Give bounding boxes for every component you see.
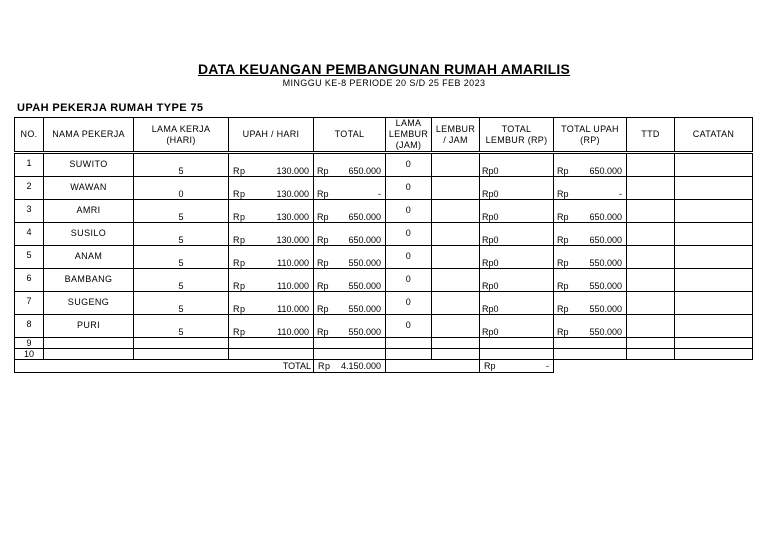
cell-upah xyxy=(229,223,314,246)
cell-total-upah xyxy=(554,200,627,223)
grand-wage-amount: 550.000 xyxy=(589,304,622,314)
cell-empty xyxy=(480,349,554,360)
cell-total xyxy=(314,269,386,292)
currency-label: Rp xyxy=(233,258,246,268)
wage-table xyxy=(14,117,753,373)
cell-empty xyxy=(134,349,229,360)
cell-catatan xyxy=(675,177,753,200)
total-wage xyxy=(314,177,385,199)
cell-total xyxy=(314,315,386,338)
header-lama-lembur-line3: (JAM) xyxy=(395,140,422,150)
daily-wage xyxy=(229,269,313,291)
cell-ttd xyxy=(627,292,675,315)
cell-blank xyxy=(627,360,675,373)
cell-empty xyxy=(229,338,314,349)
work-days: 5 xyxy=(178,258,184,268)
cell-empty xyxy=(432,349,480,360)
currency-label: Rp xyxy=(557,304,569,314)
grand-wage-amount: 550.000 xyxy=(589,327,622,337)
cell-total xyxy=(314,200,386,223)
header-lembur-jam-line1: LEMBUR xyxy=(435,123,476,134)
header-total-lembur-line2: LEMBUR (RP) xyxy=(485,134,548,145)
grand-wage xyxy=(554,223,626,245)
work-days: 5 xyxy=(178,281,184,291)
daily-wage-amount: 110.000 xyxy=(277,281,309,291)
grand-wage-amount: 550.000 xyxy=(589,258,622,268)
currency-label: Rp xyxy=(317,327,329,337)
cell-nama xyxy=(44,200,134,223)
cell-total-lembur xyxy=(480,246,554,269)
cell-total-lembur-sum xyxy=(480,360,554,373)
daily-wage-amount: 110.000 xyxy=(277,258,309,268)
header-lama-kerja xyxy=(134,118,229,153)
currency-label: Rp xyxy=(317,258,329,268)
grand-wage xyxy=(554,177,626,199)
total-wage xyxy=(314,315,385,337)
cell-no xyxy=(15,338,44,349)
table-row xyxy=(15,338,753,349)
cell-upah xyxy=(229,200,314,223)
currency-label: Rp xyxy=(233,189,246,199)
header-lama-lembur xyxy=(386,118,432,153)
header-lama-kerja-line2: (HARI) xyxy=(166,134,196,145)
cell-empty xyxy=(44,349,134,360)
overtime-total: Rp0 xyxy=(482,212,499,222)
cell-lembur-jam xyxy=(432,269,480,292)
header-lembur-jam-line2: / JAM xyxy=(443,134,468,145)
cell-grand-total xyxy=(314,360,386,373)
overtime-sum xyxy=(480,360,553,372)
cell-total xyxy=(314,223,386,246)
daily-wage xyxy=(229,246,313,268)
grand-wage xyxy=(554,292,626,314)
overtime-total: Rp0 xyxy=(482,189,499,199)
daily-wage-amount: 110.000 xyxy=(277,327,309,337)
table-header-row xyxy=(15,118,753,153)
daily-wage xyxy=(229,200,313,222)
table-row xyxy=(15,349,753,360)
cell-lama-lembur xyxy=(386,315,432,338)
overtime-total: Rp0 xyxy=(482,304,499,314)
cell-empty xyxy=(229,349,314,360)
work-days: 5 xyxy=(178,327,184,337)
grand-wage-amount: - xyxy=(619,189,622,199)
currency-label: Rp xyxy=(317,235,329,245)
cell-hari xyxy=(134,269,229,292)
cell-upah xyxy=(229,315,314,338)
cell-nama xyxy=(44,315,134,338)
cell-nama xyxy=(44,153,134,177)
worker-name: ANAM xyxy=(74,251,103,261)
currency-label: Rp xyxy=(557,166,569,176)
currency-label: Rp xyxy=(557,235,569,245)
cell-total-lembur xyxy=(480,315,554,338)
currency-label: Rp xyxy=(557,258,569,268)
daily-wage-amount: 110.000 xyxy=(277,304,309,314)
cell-hari xyxy=(134,153,229,177)
work-days: 5 xyxy=(178,235,184,245)
daily-wage xyxy=(229,223,313,245)
overtime-total: Rp0 xyxy=(482,327,499,337)
cell-no xyxy=(15,292,44,315)
worker-name: WAWAN xyxy=(70,182,107,192)
cell-lembur-jam xyxy=(432,177,480,200)
table-row xyxy=(15,177,753,200)
cell-total-lembur xyxy=(480,292,554,315)
cell-upah xyxy=(229,177,314,200)
cell-empty xyxy=(675,338,753,349)
cell-catatan xyxy=(675,269,753,292)
total-wage xyxy=(314,154,385,176)
row-number: 10 xyxy=(23,349,34,359)
cell-nama xyxy=(44,269,134,292)
currency-label: Rp xyxy=(484,361,496,371)
cell-total-lembur xyxy=(480,177,554,200)
totals-label: TOTAL xyxy=(15,360,314,373)
overtime-hours: 0 xyxy=(405,205,412,215)
total-wage-amount: 550.000 xyxy=(348,304,381,314)
row-number: 6 xyxy=(26,273,32,283)
total-wage-amount: 650.000 xyxy=(348,212,381,222)
row-number: 7 xyxy=(26,296,32,306)
work-days: 5 xyxy=(178,212,184,222)
header-catatan: CATATAN xyxy=(675,118,753,153)
currency-label: Rp xyxy=(317,212,329,222)
grand-wage-amount: 550.000 xyxy=(589,281,622,291)
grand-total-amount: 4.150.000 xyxy=(340,361,381,371)
cell-total xyxy=(314,246,386,269)
cell-total-lembur xyxy=(480,223,554,246)
cell-nama xyxy=(44,292,134,315)
cell-empty xyxy=(386,349,432,360)
cell-total-upah xyxy=(554,177,627,200)
overtime-hours: 0 xyxy=(405,182,412,192)
cell-blank xyxy=(675,360,753,373)
grand-wage-amount: 650.000 xyxy=(589,212,622,222)
total-wage-amount: 650.000 xyxy=(348,166,381,176)
currency-label: Rp xyxy=(233,212,246,222)
daily-wage-amount: 130.000 xyxy=(276,235,309,245)
total-wage xyxy=(314,246,385,268)
work-days: 0 xyxy=(178,189,184,199)
total-wage xyxy=(314,223,385,245)
cell-hari xyxy=(134,292,229,315)
header-upah: UPAH / HARI xyxy=(229,118,314,153)
cell-total-upah xyxy=(554,153,627,177)
daily-wage xyxy=(229,177,313,199)
cell-lembur-jam xyxy=(432,246,480,269)
overtime-hours: 0 xyxy=(405,251,412,261)
header-total-upah xyxy=(554,118,627,153)
cell-no xyxy=(15,349,44,360)
header-total-upah-line1: TOTAL UPAH xyxy=(561,123,619,134)
cell-ttd xyxy=(627,269,675,292)
cell-empty xyxy=(314,349,386,360)
cell-upah xyxy=(229,292,314,315)
cell-hari xyxy=(134,200,229,223)
cell-nama xyxy=(44,177,134,200)
daily-wage-amount: 130.000 xyxy=(276,166,309,176)
daily-wage xyxy=(229,154,313,176)
total-wage-amount: 650.000 xyxy=(348,235,381,245)
cell-total-lembur xyxy=(480,269,554,292)
overtime-hours: 0 xyxy=(405,297,412,307)
row-number: 2 xyxy=(26,181,32,191)
daily-wage-amount: 130.000 xyxy=(276,189,309,199)
cell-lama-lembur xyxy=(386,223,432,246)
total-wage xyxy=(314,292,385,314)
currency-label: Rp xyxy=(557,189,569,199)
currency-label: Rp xyxy=(317,304,329,314)
cell-total-upah xyxy=(554,269,627,292)
overtime-hours: 0 xyxy=(405,274,412,284)
row-number: 1 xyxy=(26,158,32,168)
cell-empty xyxy=(314,338,386,349)
worker-name: SUWITO xyxy=(69,159,108,169)
total-wage-amount: 550.000 xyxy=(348,281,381,291)
cell-total-upah xyxy=(554,246,627,269)
grand-total xyxy=(314,360,385,372)
overtime-hours: 0 xyxy=(405,159,412,169)
grand-wage-amount: 650.000 xyxy=(589,235,622,245)
cell-no xyxy=(15,223,44,246)
cell-ttd xyxy=(627,177,675,200)
cell-hari xyxy=(134,246,229,269)
cell-lembur-jam xyxy=(432,223,480,246)
worker-name: SUGENG xyxy=(67,297,110,307)
row-number: 4 xyxy=(26,227,32,237)
cell-no xyxy=(15,153,44,177)
header-ttd: TTD xyxy=(627,118,675,153)
work-days: 5 xyxy=(178,166,184,176)
total-wage-amount: 550.000 xyxy=(348,258,381,268)
currency-label: Rp xyxy=(317,189,329,199)
worker-name: BAMBANG xyxy=(64,274,113,284)
grand-wage xyxy=(554,269,626,291)
grand-wage xyxy=(554,154,626,176)
currency-label: Rp xyxy=(318,361,331,371)
cell-empty xyxy=(554,338,627,349)
cell-hari xyxy=(134,223,229,246)
cell-lama-lembur xyxy=(386,246,432,269)
cell-empty xyxy=(386,338,432,349)
currency-label: Rp xyxy=(557,327,569,337)
cell-lama-lembur xyxy=(386,292,432,315)
currency-label: Rp xyxy=(317,281,329,291)
overtime-hours: 0 xyxy=(405,320,412,330)
cell-catatan xyxy=(675,223,753,246)
grand-wage-amount: 650.000 xyxy=(589,166,622,176)
overtime-total: Rp0 xyxy=(482,258,499,268)
cell-empty xyxy=(554,349,627,360)
cell-empty xyxy=(44,338,134,349)
cell-total-lembur xyxy=(480,200,554,223)
cell-total xyxy=(314,177,386,200)
document-subtitle: MINGGU KE-8 PERIODE 20 S/D 25 FEB 2023 xyxy=(282,78,486,88)
cell-lembur-jam xyxy=(432,292,480,315)
cell-no xyxy=(15,269,44,292)
header-lama-lembur-line2: LEMBUR xyxy=(388,129,429,139)
cell-catatan xyxy=(675,200,753,223)
work-days: 5 xyxy=(178,304,184,314)
total-wage-amount: 550.000 xyxy=(348,327,381,337)
cell-empty xyxy=(627,349,675,360)
cell-total-lembur xyxy=(480,153,554,177)
section-title: UPAH PEKERJA RUMAH TYPE 75 xyxy=(17,102,204,114)
cell-hari xyxy=(134,315,229,338)
cell-ttd xyxy=(627,315,675,338)
cell-ttd xyxy=(627,223,675,246)
header-total-lembur xyxy=(480,118,554,153)
cell-lama-lembur xyxy=(386,269,432,292)
header-total-lembur-line1: TOTAL xyxy=(501,123,532,134)
cell-no xyxy=(15,315,44,338)
header-lama-lembur-line1: LAMA xyxy=(395,118,422,128)
header-total-upah-line2: (RP) xyxy=(580,134,600,145)
cell-empty xyxy=(134,338,229,349)
cell-empty xyxy=(432,338,480,349)
table-row xyxy=(15,246,753,269)
cell-lembur-jam xyxy=(432,200,480,223)
cell-ttd xyxy=(627,200,675,223)
cell-upah xyxy=(229,269,314,292)
cell-empty xyxy=(480,338,554,349)
row-number: 8 xyxy=(26,319,32,329)
worker-name: SUSILO xyxy=(70,228,107,238)
overtime-hours: 0 xyxy=(405,228,412,238)
worker-name: AMRI xyxy=(76,205,101,215)
daily-wage xyxy=(229,292,313,314)
cell-nama xyxy=(44,223,134,246)
cell-total xyxy=(314,292,386,315)
cell-catatan xyxy=(675,315,753,338)
cell-catatan xyxy=(675,153,753,177)
cell-total-upah xyxy=(554,223,627,246)
row-number: 9 xyxy=(26,338,32,348)
cell-total-upah xyxy=(554,292,627,315)
currency-label: Rp xyxy=(557,212,569,222)
cell-total xyxy=(314,153,386,177)
currency-label: Rp xyxy=(233,327,246,337)
cell-no xyxy=(15,200,44,223)
cell-empty xyxy=(627,338,675,349)
cell-empty xyxy=(386,360,480,373)
currency-label: Rp xyxy=(233,304,246,314)
document-title: DATA KEUANGAN PEMBANGUNAN RUMAH AMARILIS xyxy=(198,61,570,77)
currency-label: Rp xyxy=(557,281,569,291)
header-lama-kerja-line1: LAMA KERJA xyxy=(151,123,211,134)
cell-no xyxy=(15,177,44,200)
cell-upah xyxy=(229,246,314,269)
worker-name: PURI xyxy=(76,320,101,330)
cell-hari xyxy=(134,177,229,200)
cell-catatan xyxy=(675,292,753,315)
cell-catatan xyxy=(675,246,753,269)
cell-lama-lembur xyxy=(386,177,432,200)
cell-blank xyxy=(554,360,627,373)
daily-wage-amount: 130.000 xyxy=(276,212,309,222)
total-wage xyxy=(314,269,385,291)
cell-lama-lembur xyxy=(386,153,432,177)
cell-upah xyxy=(229,153,314,177)
row-number: 5 xyxy=(26,250,32,260)
grand-wage xyxy=(554,315,626,337)
totals-row xyxy=(15,360,753,373)
cell-lembur-jam xyxy=(432,315,480,338)
currency-label: Rp xyxy=(233,281,246,291)
header-no: NO. xyxy=(15,118,44,153)
currency-label: Rp xyxy=(233,235,246,245)
overtime-total: Rp0 xyxy=(482,166,499,176)
cell-no xyxy=(15,246,44,269)
cell-total-upah xyxy=(554,315,627,338)
daily-wage xyxy=(229,315,313,337)
overtime-total: Rp0 xyxy=(482,281,499,291)
total-wage xyxy=(314,200,385,222)
currency-label: Rp xyxy=(233,166,246,176)
cell-lama-lembur xyxy=(386,200,432,223)
table-row xyxy=(15,200,753,223)
cell-empty xyxy=(675,349,753,360)
table-row xyxy=(15,153,753,177)
grand-wage xyxy=(554,246,626,268)
currency-label: Rp xyxy=(317,166,329,176)
grand-wage xyxy=(554,200,626,222)
cell-lembur-jam xyxy=(432,153,480,177)
cell-ttd xyxy=(627,246,675,269)
cell-ttd xyxy=(627,153,675,177)
table-row xyxy=(15,315,753,338)
row-number: 3 xyxy=(26,204,32,214)
cell-nama xyxy=(44,246,134,269)
overtime-sum-amount: - xyxy=(546,361,549,371)
header-lembur-jam xyxy=(432,118,480,153)
header-nama: NAMA PEKERJA xyxy=(44,118,134,153)
overtime-total: Rp0 xyxy=(482,235,499,245)
total-wage-amount: - xyxy=(378,189,381,199)
table-row xyxy=(15,269,753,292)
table-row xyxy=(15,223,753,246)
header-total: TOTAL xyxy=(314,118,386,153)
table-row xyxy=(15,292,753,315)
